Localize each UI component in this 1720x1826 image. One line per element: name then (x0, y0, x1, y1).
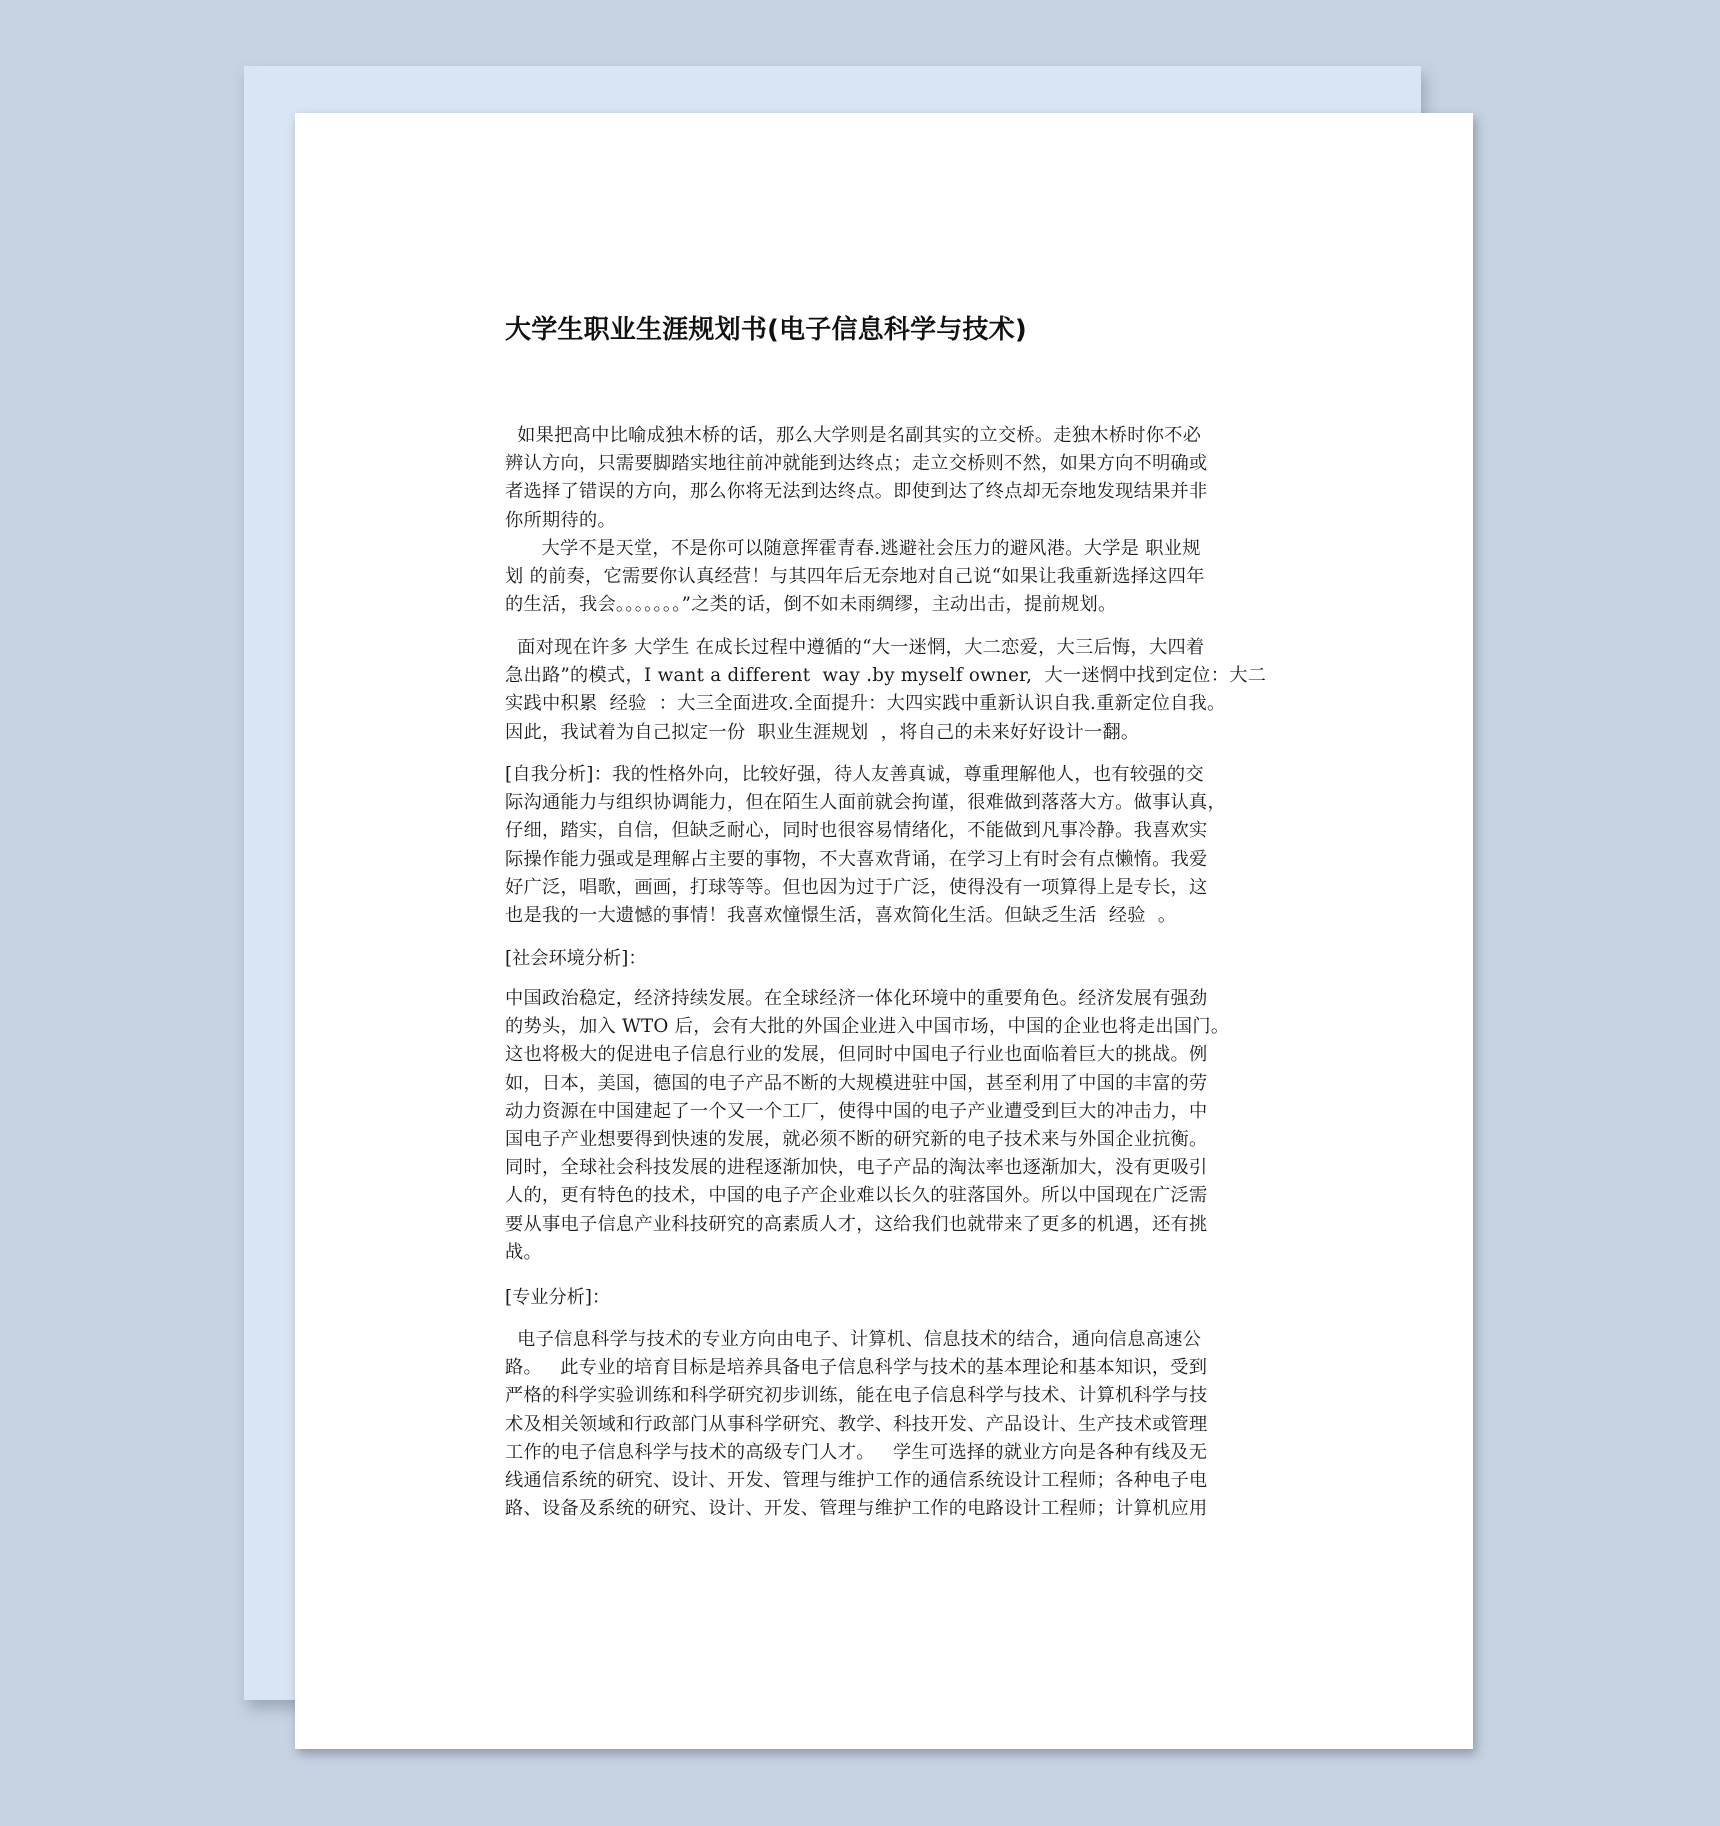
text-line: 的生活，我会。。。。。。。”之类的话，倒不如未雨绸缪，主动出击，提前规划。 (505, 594, 1117, 616)
text-line: 同时，全球社会科技发展的进程逐渐加快，电子产品的淘汰率也逐渐加大，没有更吸引 (505, 1157, 1208, 1179)
text-line: 辨认方向，只需要脚踏实地往前冲就能到达终点；走立交桥则不然，如果方向不明确或 (505, 453, 1208, 475)
text-line: 面对现在许多 大学生 在成长过程中遵循的“大一迷惘，大二恋爱，大三后悔，大四着 (505, 637, 1205, 658)
text-line: 要从事电子信息产业科技研究的高素质人才，这给我们也就带来了更多的机遇，还有挑 (505, 1213, 1208, 1235)
section-major-analysis (505, 1326, 1275, 1523)
document-page (295, 113, 1473, 1749)
section-social-analysis (505, 985, 1275, 1267)
document-title: 大学生职业生涯规划书(电子信息科学与技术) (505, 315, 1027, 345)
text-line: 国电子产业想要得到快速的发展，就必须不断的研究新的电子技术来与外国企业抗衡。 (505, 1128, 1208, 1150)
paragraph-intro-2 (505, 535, 1275, 620)
text-line: 仔细，踏实，自信，但缺乏耐心，同时也很容易情绪化，不能做到凡事冷静。我喜欢实 (505, 820, 1208, 842)
paragraph-intro-1 (505, 422, 1275, 535)
text-line: 者选择了错误的方向，那么你将无法到达终点。即使到达了终点却无奈地发现结果并非 (505, 481, 1208, 503)
text-line: 好广泛，唱歌，画画，打球等等。但也因为过于广泛，使得没有一项算得上是专长，这 (505, 876, 1208, 898)
text-line: 严格的科学实验训练和科学研究初步训练，能在电子信息科学与技术、计算机科学与技 (505, 1385, 1208, 1407)
text-line: 人的，更有特色的技术，中国的电子产企业难以长久的驻落国外。所以中国现在广泛需 (505, 1185, 1208, 1207)
text-line: 实践中积累 经验 ：大三全面进攻.全面提升：大四实践中重新认识自我.重新定位自我。 (505, 693, 1226, 715)
text-line: 际沟通能力与组织协调能力，但在陌生人面前就会拘谨，很难做到落落大方。做事认真， (505, 792, 1227, 814)
text-line: 你所期待的。 (505, 509, 616, 531)
text-line: 战。 (505, 1241, 542, 1263)
paragraph-intro-3 (505, 634, 1275, 747)
heading-social-analysis: [社会环境分析]： (505, 948, 647, 969)
text-line: 线通信系统的研究、设计、开发、管理与维护工作的通信系统设计工程师；各种电子电 (505, 1469, 1208, 1491)
text-line: 路。 此专业的培育目标是培养具备电子信息科学与技术的基本理论和基本知识，受到 (505, 1357, 1208, 1379)
text-line: 术及相关领域和行政部门从事科学研究、教学、科技开发、产品设计、生产技术或管理 (505, 1413, 1208, 1435)
text-line: 路、设备及系统的研究、设计、开发、管理与维护工作的电路设计工程师；计算机应用 (505, 1498, 1208, 1520)
text-line: 划 的前奏，它需要你认真经营！与其四年后无奈地对自己说“如果让我重新选择这四年 (505, 566, 1205, 588)
text-line: 这也将极大的促进电子信息行业的发展，但同时中国电子行业也面临着巨大的挑战。例 (505, 1044, 1208, 1066)
text-line: 动力资源在中国建起了一个又一个工厂，使得中国的电子产业遭受到巨大的冲击力，中 (505, 1100, 1208, 1122)
text-line: 中国政治稳定，经济持续发展。在全球经济一体化环境中的重要角色。经济发展有强劲 (505, 988, 1208, 1009)
text-line: 的势头，加入 WTO 后，会有大批的外国企业进入中国市场，中国的企业也将走出国门。 (505, 1016, 1230, 1038)
heading-major-analysis: [专业分析]： (505, 1287, 611, 1308)
text-line: 际操作能力强或是理解占主要的事物，不大喜欢背诵，在学习上有时会有点懒惰。我爱 (505, 848, 1208, 870)
text-line: 也是我的一大遗憾的事情！我喜欢憧憬生活，喜欢简化生活。但缺乏生活 经验 。 (505, 904, 1177, 926)
text-line: 电子信息科学与技术的专业方向由电子、计算机、信息技术的结合，通向信息高速公 (505, 1329, 1202, 1350)
text-line: 急出路”的模式，I want a different way .by myself owner, 大一迷惘中找到定位：大二 (505, 665, 1267, 687)
text-line: 如果把高中比喻成独木桥的话，那么大学则是名副其实的立交桥。走独木桥时你不必 (505, 425, 1202, 446)
text-line: 工作的电子信息科学与技术的高级专门人才。 学生可选择的就业方向是各种有线及无 (505, 1441, 1208, 1463)
text-line: [自我分析]：我的性格外向，比较好强，待人友善真诚，尊重理解他人，也有较强的交 (505, 764, 1204, 785)
text-line: 大学不是天堂，不是你可以随意挥霍青春.逃避社会压力的避风港。大学是 职业规 (505, 538, 1201, 559)
section-self-analysis (505, 761, 1275, 930)
text-line: 如，日本，美国，德国的电子产品不断的大规模进驻中国，甚至利用了中国的丰富的劳 (505, 1072, 1208, 1094)
text-line: 因此，我试着为自己拟定一份 职业生涯规划 ，将自己的未来好好设计一翻。 (505, 721, 1140, 743)
